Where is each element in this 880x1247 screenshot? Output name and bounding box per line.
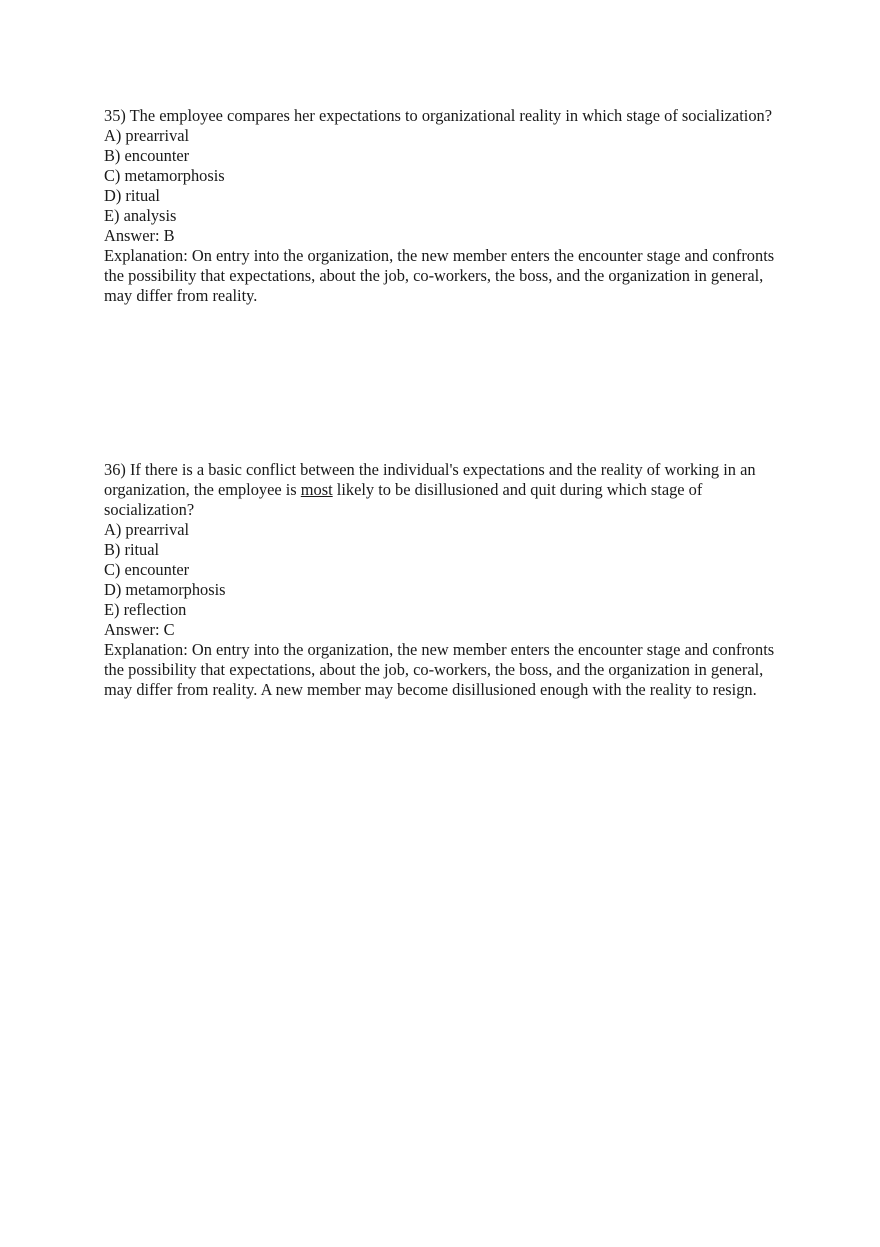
option-c: C) encounter xyxy=(104,560,190,579)
option-e: E) reflection xyxy=(104,600,187,619)
stem-text-after: likely to be disillusioned and quit during which stage of socialization? xyxy=(104,480,703,519)
question-36 xyxy=(104,460,784,700)
stem-text-before: 36) If there is a basic conflict between the individual's expectations and the reality of working in an organization, the employee is xyxy=(104,460,756,499)
answer: Answer: C xyxy=(104,620,175,639)
question-stem: 35) The employee compares her expectations to organizational reality in which stage of socialization? xyxy=(104,106,772,125)
question-35 xyxy=(104,106,784,306)
explanation: Explanation: On entry into the organization, the new member enters the encounter stage and confronts the possibility that expectations, about the job, co-workers, the boss, and the organization in general, may differ from reality. A new member may become disillusioned enough with the reality to resign. xyxy=(104,640,775,699)
stem-emphasis: most xyxy=(300,480,333,499)
explanation: Explanation: On entry into the organization, the new member enters the encounter stage and confronts the possibility that expectations, about the job, co-workers, the boss, and the organization in general, may differ from reality. xyxy=(104,246,775,305)
option-a: A) prearrival xyxy=(104,126,190,145)
option-d: D) metamorphosis xyxy=(104,580,226,599)
option-b: B) encounter xyxy=(104,146,190,165)
option-c: C) metamorphosis xyxy=(104,166,225,185)
option-b: B) ritual xyxy=(104,540,160,559)
answer: Answer: B xyxy=(104,226,175,245)
question-stem xyxy=(104,460,784,520)
option-d: D) ritual xyxy=(104,186,160,205)
option-a: A) prearrival xyxy=(104,520,190,539)
option-e: E) analysis xyxy=(104,206,177,225)
